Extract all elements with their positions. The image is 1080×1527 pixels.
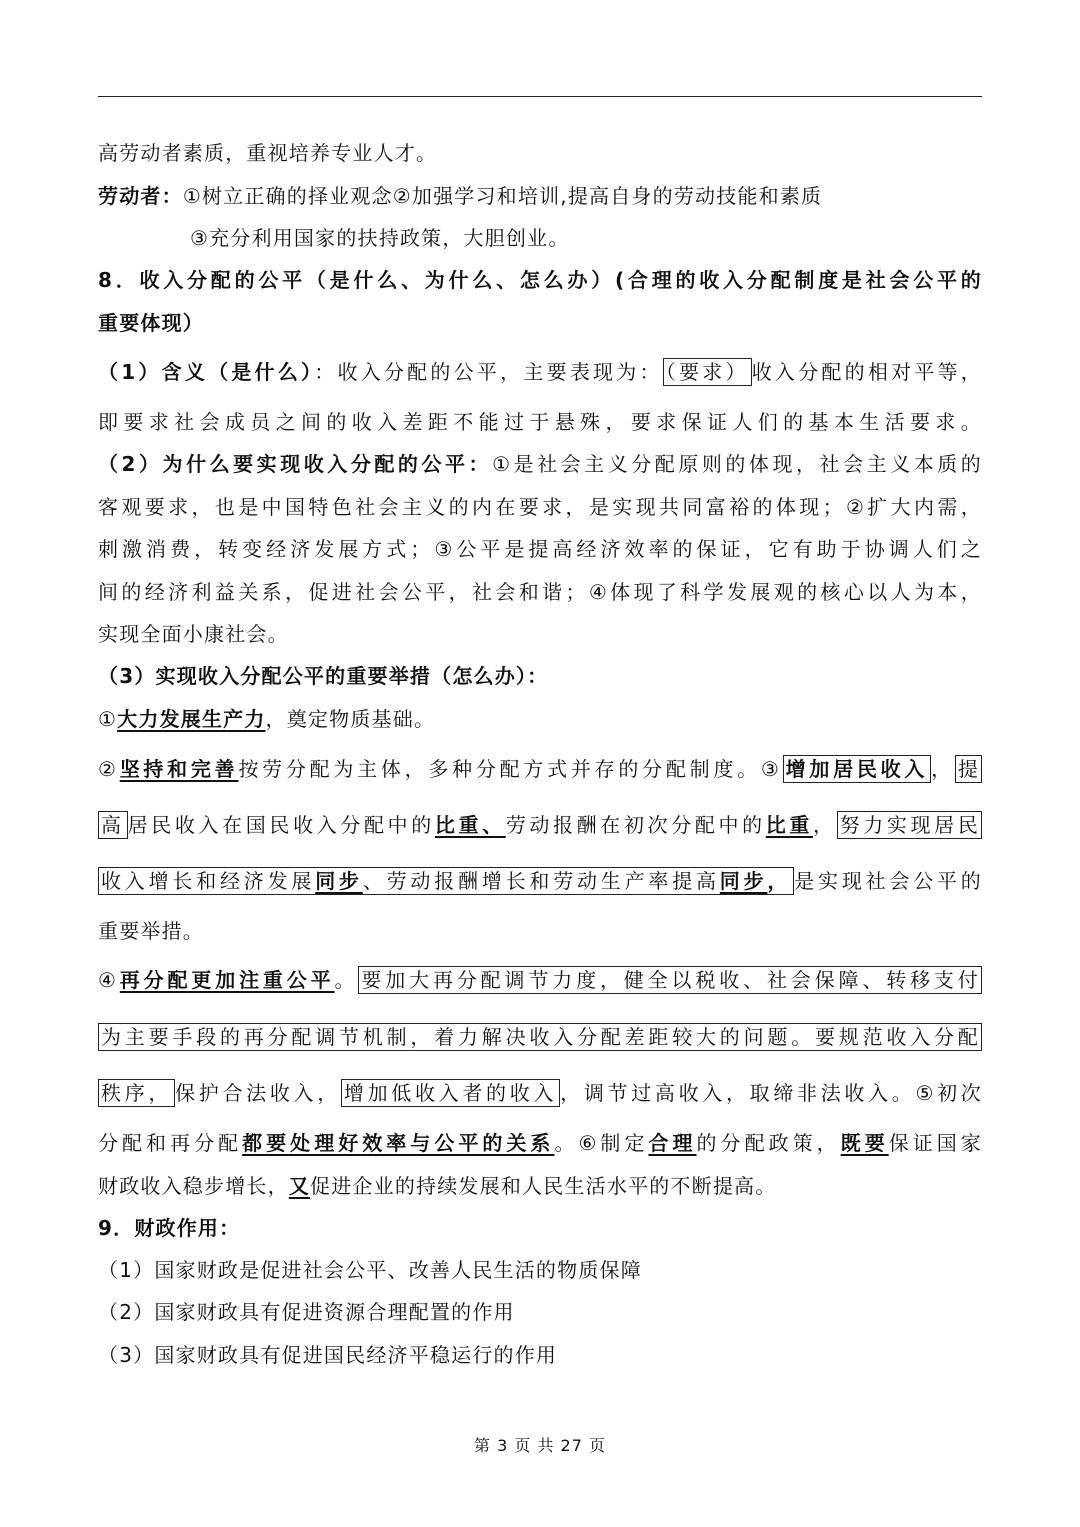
list-item: （1）国家财政是促进社会公平、改善人民生活的物质保障: [98, 1258, 642, 1282]
text-line: 财政收入稳步增长，又促进企业的持续发展和人民生活水平的不断提高。: [98, 1174, 777, 1198]
section-heading-8-cont: 重要体现）: [98, 311, 204, 335]
page-footer: 第 3 页 共 27 页: [474, 1436, 606, 1455]
section-heading-8: 8．收入分配的公平（是什么、为什么、怎么办）(合理的收入分配制度是社会公平的: [98, 268, 982, 292]
text-line: ②坚持和完善按劳分配为主体，多种分配方式并存的分配制度。③ 增加居民收入 ， 提: [98, 754, 982, 784]
text-line: 高劳动者素质，重视培养专业人才。: [98, 141, 438, 165]
text-line: ④再分配更加注重公平。 要加大再分配调节力度，健全以税收、社会保障、转移支付: [98, 965, 982, 995]
subheading-3: （3）实现收入分配公平的重要举措（怎么办）：: [98, 664, 549, 688]
text-line: ①大力发展生产力，奠定物质基础。: [98, 707, 436, 731]
text-line: 客观要求，也是中国特色社会主义的内在要求，是实现共同富裕的体现；②扩大内需，: [98, 495, 982, 519]
header-rule: [98, 96, 982, 97]
text-line: （1）含义（是什么）：收入分配的公平，主要表现为： （要求） 收入分配的相对平等，: [98, 360, 982, 384]
section-heading-9: 9．财政作用：: [98, 1216, 241, 1240]
text-line: 即要求社会成员之间的收入差距不能过于悬殊，要求保证人们的基本生活要求。: [98, 410, 982, 434]
text-line: 分配和再分配都要处理好效率与公平的关系。⑥制定合理的分配政策，既要保证国家: [98, 1131, 982, 1155]
text-line: 重要举措。: [98, 919, 204, 943]
list-item: （2）国家财政具有促进资源合理配置的作用: [98, 1300, 515, 1324]
text-line: （2）为什么要实现收入分配的公平：①是社会主义分配原则的体现，社会主义本质的: [98, 452, 982, 476]
text-line: 间的经济利益关系，促进社会公平，社会和谐；④体现了科学发展观的核心以人为本，: [98, 580, 982, 604]
text-line: 秩序， 保护合法收入， 增加低收入者的收入 ，调节过高收入，取缔非法收入。⑤初次: [98, 1078, 982, 1108]
list-item: （3）国家财政具有促进国民经济平稳运行的作用: [98, 1343, 558, 1367]
text-line: 劳动者：①树立正确的择业观念②加强学习和培训,提高自身的劳动技能和素质: [98, 184, 823, 208]
text-line: 收入增长和经济发展同步、劳动报酬增长和劳动生产率提高同步， 是实现社会公平的: [98, 866, 982, 896]
text-line: 高 居民收入在国民收入分配中的比重、劳动报酬在初次分配中的比重， 努力实现居民: [98, 810, 982, 840]
text-line: ③充分利用国家的扶持政策，大胆创业。: [190, 226, 570, 250]
text-line: 为主要手段的再分配调节机制，着力解决收入分配差距较大的问题。要规范收入分配: [98, 1022, 982, 1052]
text-line: 实现全面小康社会。: [98, 622, 289, 646]
text-line: 刺激消费，转变经济发展方式；③公平是提高经济效率的保证，它有助于协调人们之: [98, 537, 982, 561]
